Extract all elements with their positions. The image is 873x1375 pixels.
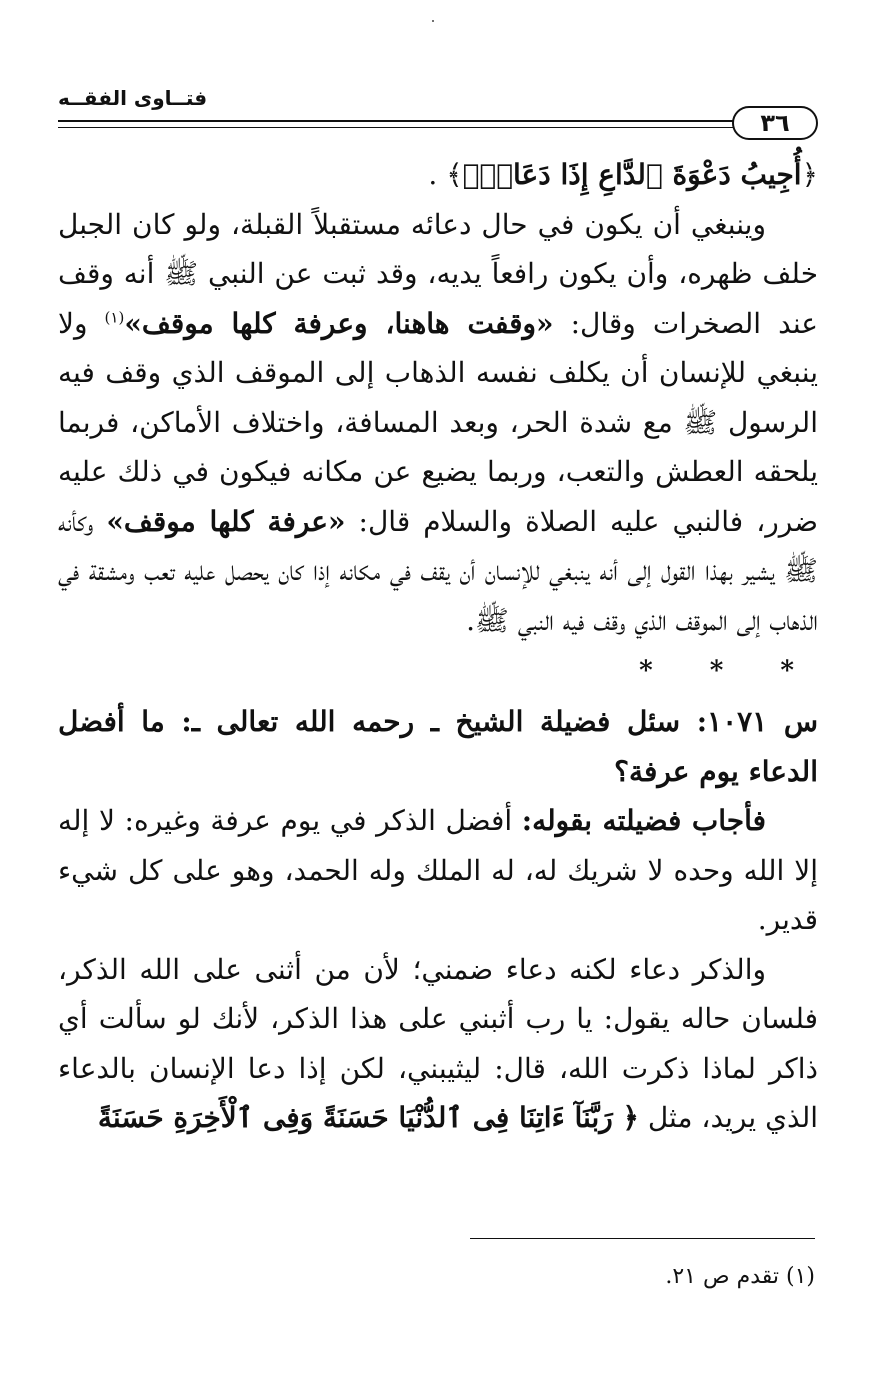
answer-paragraph bbox=[58, 796, 818, 945]
paragraph-standing-direction bbox=[58, 200, 818, 646]
quran-verse: ﴿ رَبَّنَآ ءَاتِنَا فِى ٱلدُّنْيَا حَسَنَةً وَفِى ٱلْأَخِرَةِ حَسَنَةً bbox=[97, 1101, 639, 1134]
paragraph-dhikr bbox=[58, 945, 818, 1143]
section-separator: * * * bbox=[639, 656, 818, 686]
footnote: (١) تقدم ص ٢١. bbox=[665, 1264, 815, 1289]
scan-speck bbox=[432, 20, 434, 22]
header-rule-thin bbox=[58, 127, 778, 128]
paragraph-text: ولا ينبغي للإنسان أن يكلف نفسه الذهاب إلى الموقف الذي وقف فيه الرسول ﷺ مع شدة الحر، وبعد المسافة، واختلاف الأماكن، فربما يلحقه العطش والتعب، وربما يضيع عن مكانه فيكون في ذلك عليه ضرر، فالنبي عليه الصلاة والسلام قال: bbox=[58, 306, 818, 538]
answer-text: أفضل الذكر في يوم عرفة وغيره: لا إله إلا الله وحده لا شريك له، له الملك وله الحمد، وهو على كل شيء قدير. bbox=[58, 804, 818, 936]
running-title: فتــاوى الفقــه bbox=[58, 86, 208, 110]
paragraph-text: وكأنه ﷺ يشير بهذا القول إلى أنه ينبغي للإنسان أن يقف في مكانه إذا كان يحصل عليه تعب ومشقة في الذهاب إلى الموقف الذي وقف فيه النبي ﷺ. bbox=[58, 504, 818, 637]
paragraph-text: والذكر دعاء لكنه دعاء ضمني؛ لأن من أثنى على الله الذكر، فلسان حاله يقول: يا رب أثبني على هذا الذكر، لأنك لو سألت أي ذاكر لماذا ذكرت الله، قال: ليثيبني، لكن إذا دعا الإنسان بالدعاء الذي يريد، مثل bbox=[58, 952, 818, 1134]
footnote-reference: (١) bbox=[104, 308, 125, 327]
header-rule bbox=[58, 120, 778, 122]
quran-verse: أُجِيبُ دَعْوَةَ ٱلدَّاعِ إِذَا دَعَانِۖ bbox=[462, 158, 802, 191]
hadith-quote: «وقفت هاهنا، وعرفة كلها موقف» bbox=[124, 306, 554, 340]
question-heading: س ١٠٧١: سئل فضيلة الشيخ ـ رحمه الله تعالى ـ: ما أفضل الدعاء يوم عرفة؟ bbox=[58, 705, 818, 788]
verse-end: . bbox=[428, 158, 447, 191]
page-header bbox=[58, 84, 818, 144]
main-text bbox=[58, 150, 818, 1143]
hadith-quote: «عرفة كلها موقف» bbox=[106, 504, 346, 538]
quran-verse-line: ﴿أُجِيبُ دَعْوَةَ ٱلدَّاعِ إِذَا دَعَانِۖ﴾ . bbox=[428, 158, 818, 191]
footnote-rule bbox=[470, 1238, 815, 1239]
paragraph-text: وينبغي أن يكون في حال دعائه مستقبلاً القبلة، ولو كان الجبل خلف ظهره، وأن يكون رافعاً يديه، وقد ثبت عن النبي ﷺ أنه وقف عند الصخرات وقال: bbox=[58, 207, 818, 340]
page-number: ٣٦ bbox=[732, 106, 818, 140]
answer-lead: فأجاب فضيلته بقوله: bbox=[521, 804, 766, 837]
